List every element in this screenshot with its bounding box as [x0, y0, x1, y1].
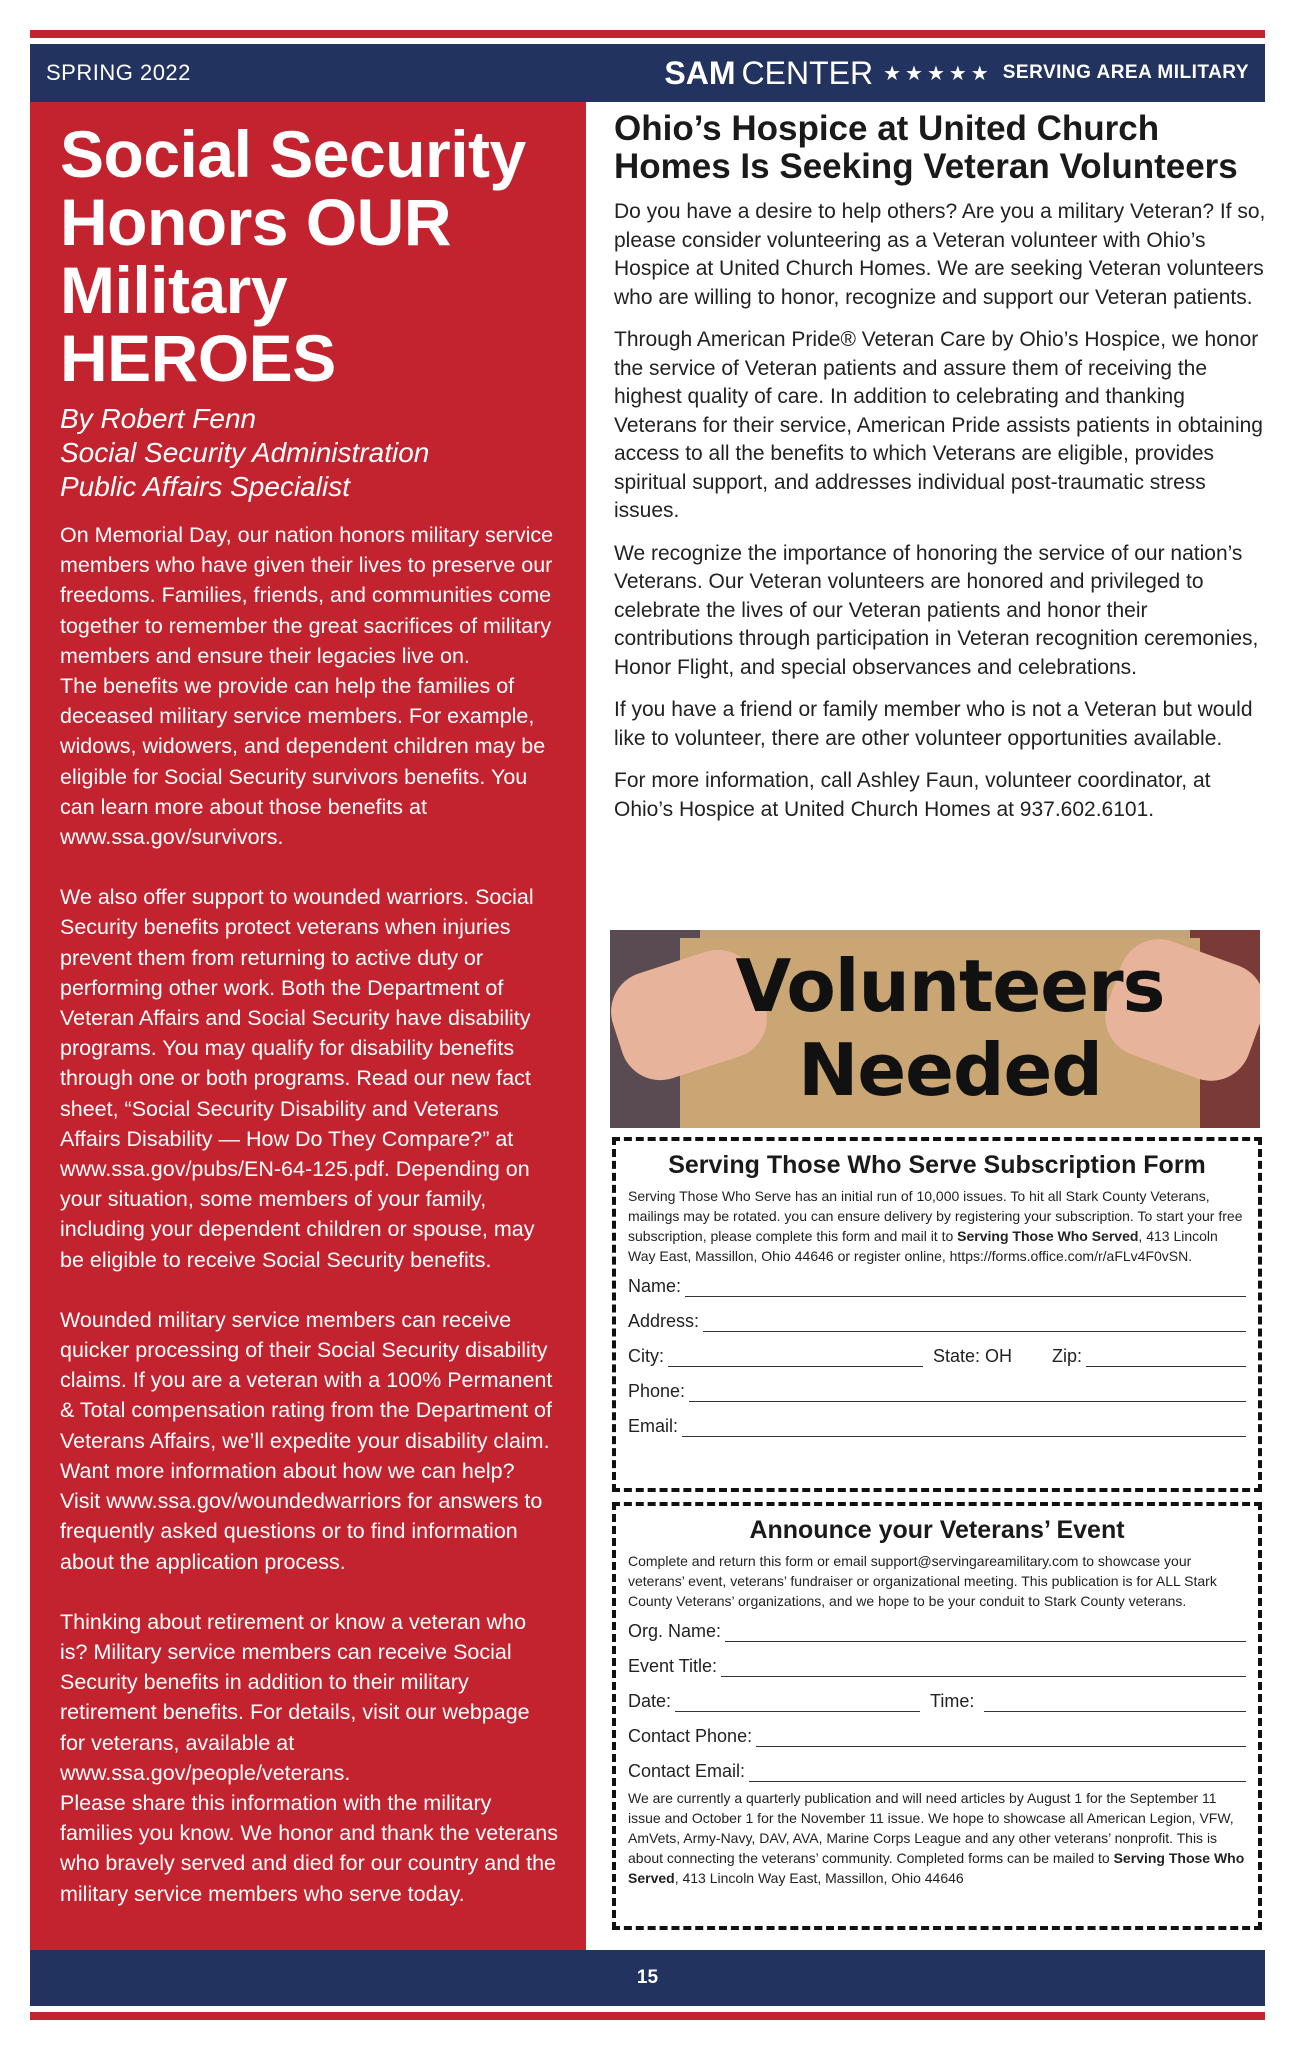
byline-author: By Robert Fenn [60, 403, 257, 434]
brand-sam: SAM [664, 54, 736, 91]
form-description: Serving Those Who Serve has an initial run of 10,000 issues. To hit all Stark County Veterans, mailings may be rotated. you can ensure delivery by registering your subscription. To start your free subscription, please complete this form and mail it to Serving Those Who Served, 413 Lincoln Way East, Massillon, Ohio 44646 or register online, https://forms.office.com/r/aFLv4F0vSN. [628, 1188, 1243, 1264]
city-input[interactable] [668, 1347, 923, 1367]
form-title: Serving Those Who Serve Subscription Form [668, 1151, 1206, 1179]
paragraph: Thinking about retirement or know a veteran who is? Military service members can receive Social Security benefits in addition to their military retirement benefits. For details, visit our webpage for veterans, available at www.ssa.gov/people/veterans. [60, 1609, 530, 1785]
date-input[interactable] [675, 1692, 920, 1712]
subscription-form [612, 1137, 1262, 1492]
issue-season: SPRING 2022 [46, 60, 191, 85]
email-input[interactable] [682, 1417, 1246, 1437]
paragraph: The benefits we provide can help the families of deceased military service members. For example, widows, widowers, and dependent children may be eligible for Social Security survivors benefits. You can learn more about those benefits at www.ssa.gov/survivors. [60, 674, 546, 850]
org-name-input[interactable] [725, 1622, 1246, 1642]
banner-text: Volunteers Needed [735, 944, 1165, 1112]
paragraph: Want more information about how we can help? Visit www.ssa.gov/woundedwarriors for answers to frequently asked questions or to find information about the application process. [60, 1458, 543, 1574]
contact-email-field[interactable]: Contact Email: [628, 1751, 1246, 1786]
article-body [60, 520, 558, 1909]
hospice-article [612, 110, 1268, 838]
title-line: Homes Is Seeking Veteran Volunteers [614, 147, 1238, 186]
phone-field[interactable]: Phone: [628, 1371, 1246, 1406]
contact-phone-field[interactable]: Contact Phone: [628, 1716, 1246, 1751]
bottom-red-rule [30, 2012, 1265, 2020]
brand-tagline: SERVING AREA MILITARY [1002, 62, 1249, 83]
title-line: Social Security [60, 117, 526, 191]
top-red-rule [30, 30, 1265, 38]
form-description: Complete and return this form or email support@servingareamilitary.com to showcase your veterans’ event, veterans’ fundraiser or organizational meeting. This publication is for ALL Stark County Veterans’ organizations, and we hope to be your conduit to Stark County veterans. [628, 1553, 1217, 1609]
paragraph: Do you have a desire to help others? Are you a military Veteran? If so, please consider volunteering as a Veteran volunteer with Ohio’s Hospice at United Church Homes. We are seeking Veteran volunteers who are willing to honor, recognize and support our Veteran patients. [614, 200, 1266, 309]
title-line: Military HEROES [60, 253, 336, 395]
footer-bar [30, 1950, 1265, 2006]
paragraph: Through American Pride® Veteran Care by Ohio’s Hospice, we honor the service of Veteran patients and assure them of receiving the highest quality of care. In addition to celebrating and thanking Veterans for their service, American Pride assists patients in obtaining access to all the benefits to which Veterans are eligible, provides spiritual support, and addresses individual post-traumatic stress issues. [614, 328, 1263, 522]
state-value: State: OH [933, 1346, 1013, 1366]
article-title [60, 117, 558, 395]
hospice-title [614, 110, 1268, 186]
city-state-zip-row: City: State: OH Zip: [628, 1336, 1246, 1371]
title-line: Ohio’s Hospice at United Church [614, 109, 1160, 148]
paragraph: Wounded military service members can receive quicker processing of their Social Security disability claims. If you are a veteran with a 100% Permanent & Total compensation rating from the Department of Veterans Affairs, we’ll expedite your disability claim. [60, 1307, 553, 1453]
byline [60, 402, 558, 504]
page-number: 15 [636, 1967, 659, 1988]
header-bar [30, 44, 1265, 102]
contact-email-input[interactable] [749, 1762, 1246, 1782]
byline-role: Public Affairs Specialist [60, 471, 350, 502]
paragraph: We also offer support to wounded warriors. Social Security benefits protect veterans when injuries prevent them from returning to active duty or performing other work. Both the Department of Veteran Affairs and Social Security have disability programs. You may qualify for disability benefits through one or both programs. Read our new fact sheet, “Social Security Disability and Veterans Affairs Disability — How Do They Compare?” at www.ssa.gov/pubs/EN-64-125.pdf. Depending on your situation, some members of your family, including your dependent children or spouse, may be eligible to receive Social Security benefits. [60, 885, 535, 1272]
event-announcement-form [612, 1502, 1262, 1930]
paragraph: For more information, call Ashley Faun, volunteer coordinator, at Ohio’s Hospice at United Church Homes at 937.602.6101. [614, 769, 1211, 821]
phone-input[interactable] [689, 1382, 1246, 1402]
byline-org: Social Security Administration [60, 437, 430, 468]
zip-input[interactable] [1086, 1347, 1246, 1367]
time-input[interactable] [984, 1692, 1246, 1712]
social-security-article [30, 102, 586, 1950]
contact-phone-input[interactable] [756, 1727, 1246, 1747]
event-title-field[interactable]: Event Title: [628, 1646, 1246, 1681]
paragraph: If you have a friend or family member who is not a Veteran but would like to volunteer, there are other volunteer opportunities available. [614, 698, 1253, 750]
title-line: Honors OUR [60, 185, 451, 259]
address-field[interactable]: Address: [628, 1301, 1246, 1336]
volunteers-needed-image [610, 930, 1260, 1128]
form-footnote: We are currently a quarterly publication and will need articles by August 1 for the September 11 issue and October 1 for the November 11 issue. We hope to showcase all American Legion, VFW, AmVets, Army-Navy, DAV, AVA, Marine Corps League and any other veterans’ nonprofit. This is about connecting the veterans’ community. Completed forms can be mailed to Serving Those Who Served, 413 Lincoln Way East, Massillon, Ohio 44646 [628, 1790, 1245, 1886]
name-input[interactable] [685, 1277, 1246, 1297]
paragraph: On Memorial Day, our nation honors military service members who have given their lives to preserve our freedoms. Families, friends, and communities come together to remember the great sacrifices of military members and ensure their legacies live on. [60, 523, 554, 668]
brand-logo [664, 55, 1249, 92]
paragraph: Please share this information with the military families you know. We honor and thank the veterans who bravely served and died for our country and the military service members who serve today. [60, 1790, 558, 1906]
date-time-row: Date: Time: [628, 1681, 1246, 1716]
form-title: Announce your Veterans’ Event [749, 1516, 1125, 1544]
brand-stars-icon: ★★★★★ [883, 62, 993, 85]
brand-center: CENTER [741, 54, 874, 91]
event-title-input[interactable] [721, 1657, 1246, 1677]
org-name-field[interactable]: Org. Name: [628, 1611, 1246, 1646]
address-input[interactable] [703, 1312, 1246, 1332]
hospice-body [614, 198, 1268, 824]
email-field[interactable]: Email: [628, 1406, 1246, 1441]
paragraph: We recognize the importance of honoring the service of our nation’s Veterans. Our Veteran volunteers are honored and privileged to celebrate the lives of our Veteran patients and honor their contributions through participation in Veteran recognition ceremonies, Honor Flight, and special observances and celebrations. [614, 541, 1259, 679]
name-field[interactable]: Name: [628, 1266, 1246, 1301]
